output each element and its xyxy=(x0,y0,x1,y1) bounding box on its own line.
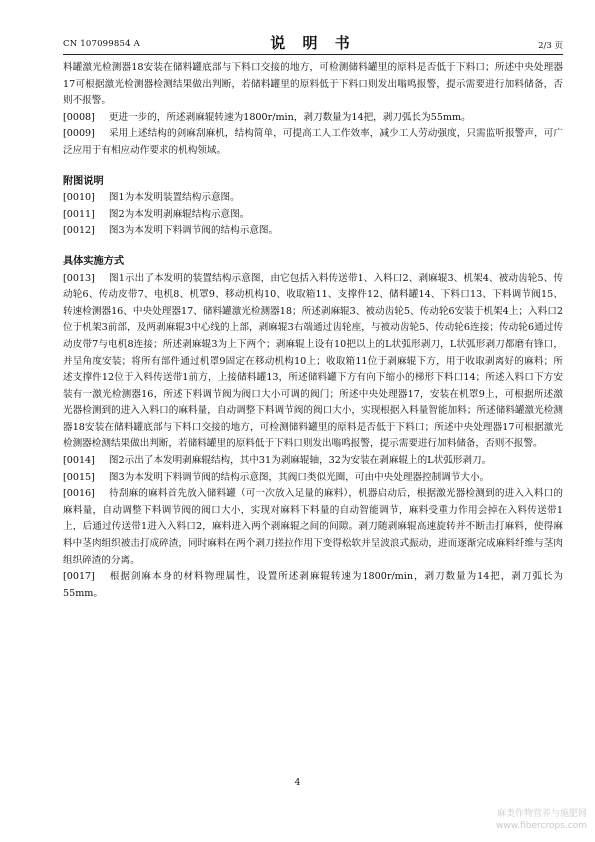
paragraph-0012 xyxy=(63,223,563,240)
paragraph-number: [0016] xyxy=(63,488,95,500)
paragraph-text: 图3为本发明下料调节阀的结构示意图，其阀口类似光圈，可由中央处理器控制调节大小。 xyxy=(108,471,490,483)
paragraph-text: 图3为本发明下料调节阀的结构示意图。 xyxy=(108,225,279,237)
watermark-title: 麻类作物营养与施肥网 xyxy=(496,809,587,819)
paragraph-text: 图1示出了本发明的装置结构示意图，由它包括入料传送带1、入料口2、剥麻辊3、机架4、被动齿轮5、传动轮6、传动皮带7、电机8、机罩9、移动机构10、收取箱11、支撑件12、储料罐14、下料口13、下料调节阀15、转速检测器16、中央处理器17、储料罐激光检测器18；所述剥麻辊3、被动齿轮5、传动轮6安装于机架4上；入料口2位于机架3前部，及两剥麻辊3中心线的上部，剥麻辊3右端通过齿轮座，与被动齿轮5、传动轮6连接；传动轮6通过传动皮带7与电机8连接；所述剥麻辊3为上下两个；剥麻辊上设有10把以上的L状弧形剥刀，L状弧形剥刀都磨有锋口，并呈角度安装；将所有部件通过机罩9固定在移动机构10上；收取箱11位于剥麻辊下方，用于收取剥离好的麻料；所述支撑件12位于入料传送带1前方，上接储料罐13，所述储料罐下方有向下缩小的梯形下料口14；所述入料口下方安装有一激光检测器16，所述下料调节阀为阀口大小可调的阀门；所述中央处理器17，安装在机罩9上，可根据所述激光器检测到的进入入料口的麻料量，自动调整下料调节阀的阀口大小，实现根据入料量智能加料；所述储料罐激光检测器18安装在储料罐底部与下料口交接的地方，可检测储料罐里的原料是否低于下料口；所述中央处理器17可根据激光检测器检测结果做出判断，若储料罐里的原料低于下料口则发出嗡鸣报警，提示需要进行加料储备，否则不报警。 xyxy=(63,272,563,450)
section-heading-embodiment: 具体实施方式 xyxy=(63,255,125,267)
section-heading-drawings: 附图说明 xyxy=(63,175,104,187)
paragraph-text: 图2为本发明剥麻辊结构示意图。 xyxy=(108,208,250,220)
paragraph-text: 待刮麻的麻料首先放入储料罐（可一次放入足量的麻料），机器启动后，根据激光器检测到的进入入料口的麻料量，自动调整下料调节阀的阀口大小，实现对麻料下料量的自动智能调节，麻料受重力作用会掉在入料传送带1上，后通过传送带1进入入料口2，麻料进入两个剥麻辊之间的间隙。剥刀随剥麻辊高速旋转并不断击打麻料，使得麻料中茎肉组织被击打成碎渣，同时麻料在两个剥刀搓拉作用下变得松软并呈波浪式振动，进而逐渐完成麻料纤维与茎肉组织碎渣的分离。 xyxy=(63,488,563,566)
document-body xyxy=(63,60,563,602)
paragraph-0015 xyxy=(63,470,563,487)
paragraph-0016 xyxy=(63,486,563,569)
paragraph-0008 xyxy=(63,110,563,127)
watermark-url: www.fibercrops.com xyxy=(496,821,587,831)
paragraph-number: [0009] xyxy=(63,128,95,140)
paragraph-0009 xyxy=(63,126,563,159)
paragraph-0010 xyxy=(63,190,563,207)
paragraph-number: [0015] xyxy=(63,471,95,483)
paragraph-text: 图1为本发明装置结构示意图。 xyxy=(108,192,240,204)
paragraph-number: [0013] xyxy=(63,272,95,284)
paragraph-number: [0012] xyxy=(63,225,95,237)
publication-number: CN 107099854 A xyxy=(63,39,140,49)
page-number: 4 xyxy=(294,778,301,788)
paragraph-number: [0017] xyxy=(63,571,95,583)
paragraph-0017 xyxy=(63,569,563,602)
site-watermark xyxy=(496,808,587,832)
paragraph-text: 更进一步的，所述剥麻辊转速为1800r/min，剥刀数量为14把，剥刀弧长为55mm。 xyxy=(108,111,471,123)
paragraph-continued: 料罐激光检测器18安装在储料罐底部与下料口交接的地方，可检测储料罐里的原料是否低于下料口；所述中央处理器17可根据激光检测器检测结果做出判断，若储料罐里的原料低于下料口则发出嗡鸣报警，提示需要进行加料储备，否则不报警。 xyxy=(63,62,563,107)
paragraph-0013 xyxy=(63,271,563,454)
page-info: 2/3 页 xyxy=(538,41,563,51)
paragraph-number: [0008] xyxy=(63,111,95,123)
page-header xyxy=(63,30,563,55)
document-title: 说 明 书 xyxy=(270,34,356,52)
paragraph-text: 采用上述结构的剑麻刮麻机，结构简单，可提高工人工作效率，减少工人劳动强度，只需监听报警声，可广泛应用于有相应动作要求的机构领域。 xyxy=(63,128,563,156)
paragraph-text: 根据剑麻本身的材料物理属性，设置所述剥麻辊转速为1800r/min，剥刀数量为14把，剥刀弧长为55mm。 xyxy=(63,571,563,599)
paragraph-number: [0011] xyxy=(63,208,95,220)
paragraph-number: [0014] xyxy=(63,455,95,467)
paragraph-0014 xyxy=(63,453,563,470)
paragraph-text: 图2示出了本发明剥麻辊结构，其中31为剥麻辊轴，32为安装在剥麻辊上的L状弧形剥刀。 xyxy=(108,455,492,467)
paragraph-0011 xyxy=(63,207,563,224)
paragraph-number: [0010] xyxy=(63,192,95,204)
